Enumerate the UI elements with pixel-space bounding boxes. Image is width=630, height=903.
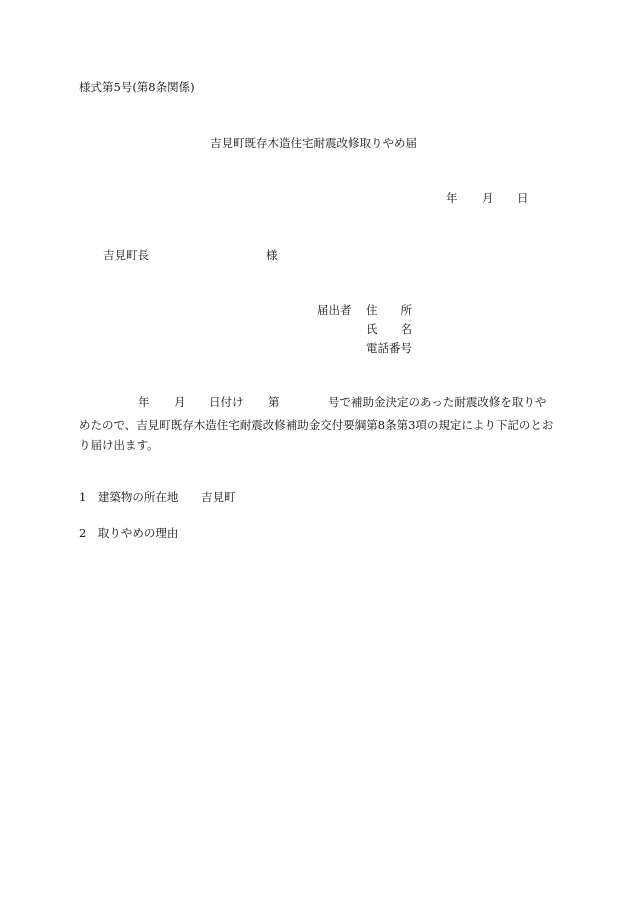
- date-day-label: 日: [517, 191, 529, 205]
- body-number-prefix: 第: [268, 395, 280, 409]
- addressee: 吉見町長: [103, 248, 149, 262]
- notifier-label: 届出者: [317, 303, 352, 317]
- document-title: 吉見町既存木造住宅耐震改修取りやめ届: [210, 136, 417, 150]
- body-line-3: り届け出ます。: [79, 438, 159, 452]
- honorific: 様: [266, 248, 278, 262]
- date-year-label: 年: [446, 191, 458, 205]
- body-year: 年: [138, 395, 150, 409]
- body-line1-rest: 号で補助金決定のあった耐震改修を取りや: [328, 395, 547, 409]
- date-month-label: 月: [482, 191, 494, 205]
- address-label: 住 所: [366, 303, 412, 317]
- body-line-2: めたので、吉見町既存木造住宅耐震改修補助金交付要綱第8条第3項の規定により下記のとお: [79, 418, 554, 432]
- item-building-location-label: 1 建築物の所在地: [79, 490, 179, 504]
- item-building-location-value: 吉見町: [201, 490, 236, 504]
- body-date-suffix: 日付け: [209, 395, 244, 409]
- body-month: 月: [174, 395, 186, 409]
- form-number: 様式第5号(第8条関係): [79, 80, 195, 94]
- item-withdrawal-reason-label: 2 取りやめの理由: [79, 526, 179, 540]
- name-label: 氏 名: [366, 322, 412, 336]
- phone-label: 電話番号: [366, 341, 412, 355]
